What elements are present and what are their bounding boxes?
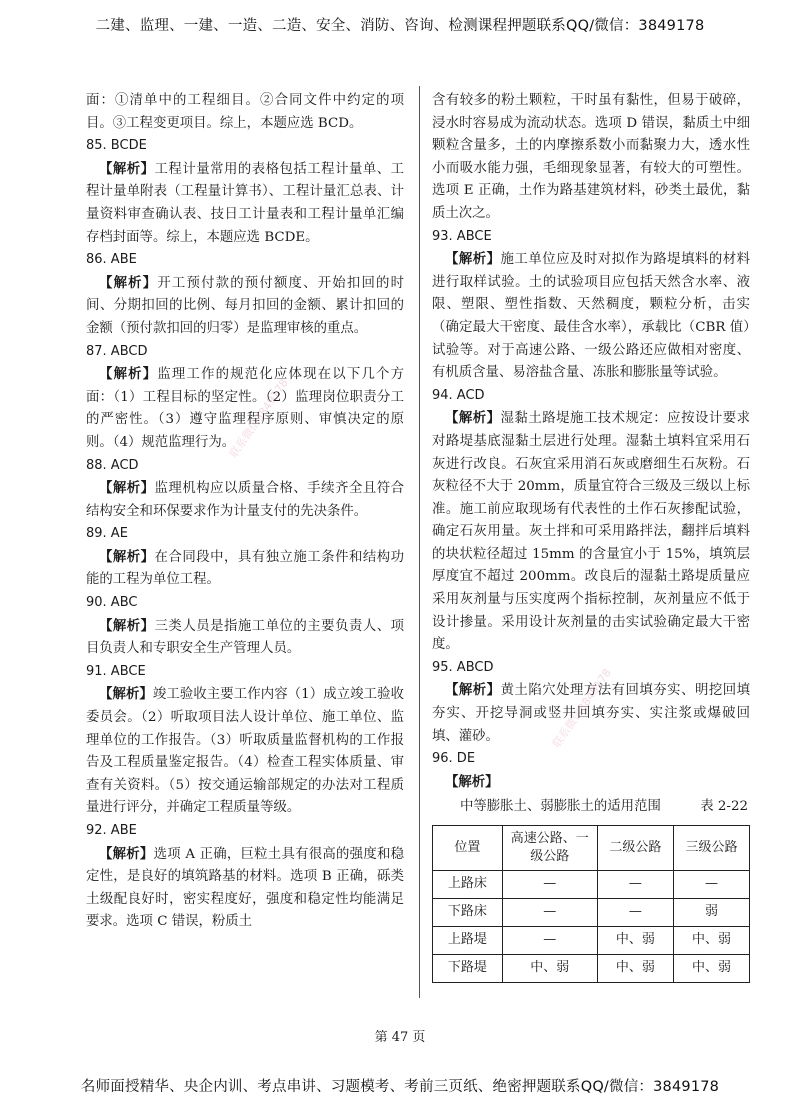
explanation-tag: 【解析】: [99, 480, 155, 497]
column-divider: [419, 86, 420, 998]
explanation-paragraph: [86, 683, 404, 820]
table-cell: 中、弱: [597, 955, 673, 983]
table-caption: [432, 796, 750, 819]
answer-key: 96. DE: [432, 751, 476, 767]
continuation-paragraph: 面：①清单中的工程细目。②合同文件中约定的项目。③工程变更项目。综上，本题应选 BCD。: [86, 93, 404, 131]
answer-key: 92. ABE: [86, 823, 137, 838]
table-header-row: [433, 826, 750, 871]
explanation-text: 选项 A 正确，巨粒土具有很高的强度和稳定性，是良好的填筑路基的材料。选项 B 正确，砾类土级配良好时，密实程度好，强度和稳定性均能满足要求。选项 C 错误，粉质土: [86, 846, 405, 930]
table-title: 中等膨胀土、弱膨胀土的适用范围: [460, 799, 661, 815]
explanation-tag: 【解析】: [99, 686, 153, 703]
bottom-banner: 名师面授精华、央企内训、考点串讲、习题模考、考前三页纸、绝密押题联系QQ/微信：3849178: [80, 1079, 720, 1095]
table-cell: 中、弱: [673, 955, 749, 983]
table-cell: —: [597, 899, 673, 927]
table-cell: 中、弱: [673, 927, 749, 955]
table-row: [433, 871, 750, 899]
answer-key: 88. ACD: [86, 457, 139, 473]
table-row: [433, 955, 750, 983]
explanation-paragraph: [86, 158, 404, 249]
answer-key: 95. ABCD: [432, 659, 494, 675]
table-header-cell: [502, 826, 597, 871]
table-cell: 弱: [673, 899, 749, 927]
watermark-stamp: 联系微信3849178: [549, 666, 614, 751]
explanation-text: 湿黏土路堤施工技术规定：应按设计要求对路堤基底湿黏土层进行处理。湿黏土填料宜采用石灰进行改良。石灰宜采用消石灰或磨细生石灰粉。石灰粒径不大于 20mm，质量宜符合三级及三级以上标准。施工前应取现场有代表性的土作石灰掺配试验，确定石灰用量。灰土拌和可采用路拌法，翻拌后填料的块状粒径超过 15mm 的含量宜小于 15%，填筑层厚度宜不超过 200mm。改良后的湿黏土路堤质量应采用灰剂量与压实度两个指标控制，灰剂量应不低于设计掺量。采用设计灰剂量的击实试验确定最大干密度。: [432, 411, 751, 653]
left-column: [86, 90, 404, 934]
explanation-text: 施工单位应及时对拟作为路堤填料的材料进行取样试验。土的试验项目应包括天然含水率、液限、塑限、塑性指数、天然稠度，颗粒分析，击实（确定最大干密度、最佳含水率），承载比（CBR 值）试验等。对于高速公路、一级公路还应做相对密度、有机质含量、易溶盐含量、冻胀和膨胀量等试验。: [432, 252, 751, 381]
table-cell: —: [673, 871, 749, 899]
table-cell: —: [502, 927, 597, 955]
explanation-paragraph: [432, 248, 750, 385]
explanation-tag: 【解析】: [445, 251, 501, 268]
table-cell: 中、弱: [597, 927, 673, 955]
explanation-tag: 【解析】: [99, 617, 155, 634]
table-row: [433, 927, 750, 955]
explanation-tag: 【解析】: [445, 682, 501, 699]
answer-key: 94. ACD: [432, 387, 485, 403]
table-cell: 中、弱: [502, 955, 597, 983]
explanation-text: 黄土陷穴处理方法有回填夯实、明挖回填夯实、开挖导洞或竖井回填夯实、实注浆或爆破回填、灌砂。: [432, 683, 751, 744]
answer-key: 87. ABCD: [86, 343, 148, 359]
answer-key: 91. ABCE: [86, 663, 146, 679]
table-cell: —: [597, 871, 673, 899]
table-row-label: 下路堤: [433, 955, 503, 983]
explanation-paragraph: [432, 407, 750, 657]
explanation-tag: 【解析】: [99, 548, 155, 565]
table-number: 表 2-22: [700, 799, 748, 815]
expansive-soil-table: [432, 825, 750, 983]
right-column: [432, 90, 750, 983]
answer-key: 93. ABCE: [432, 228, 492, 244]
table-header-cell: 位置: [433, 826, 503, 871]
table-header-text: 高速公路、一级公路: [510, 831, 589, 864]
explanation-text: 开工预付款的预付额度、开始扣回的时间、分期扣回的比例、每月扣回的金额、累计扣回的金额（预付款扣回的归零）是监理审核的重点。: [86, 275, 405, 336]
answer-key: 86. ABE: [86, 252, 137, 268]
explanation-text: 竣工验收主要工作内容（1）成立竣工验收委员会。（2）听取项目法人设计单位、施工单位、监理单位的工作报告。（3）听取质量监督机构的工作报告及工程质量鉴定报告。（4）检查工程实体质量、审查有关资料。（5）按交通运输部规定的办法对工程质量进行评分，并确定工程质量等级。: [86, 687, 404, 816]
table-cell: —: [502, 871, 597, 899]
explanation-tag: 【解析】: [99, 160, 155, 177]
watermark-stamp: 联系微信3849178: [226, 376, 291, 461]
explanation-text: 三类人员是指施工单位的主要负责人、项目负责人和专职安全生产管理人员。: [86, 618, 405, 657]
answer-key: 89. AE: [86, 526, 128, 542]
answer-key: 85. BCDE: [86, 138, 147, 154]
explanation-paragraph: [86, 546, 404, 592]
table-cell: —: [502, 899, 597, 927]
explanation-tag: 【解析】: [99, 366, 158, 383]
explanation-paragraph: [86, 477, 404, 523]
explanation-text: 监理工作的规范化应体现在以下几个方面：（1）工程目标的坚定性。（2）监理岗位职责分工的严密性。（3）遵守监理程序原则、审慎决定的原则。（4）规范监理行为。: [86, 367, 405, 450]
explanation-paragraph: [432, 771, 750, 795]
explanation-tag: 【解析】: [99, 274, 158, 291]
page-number: 第 47 页: [374, 1030, 426, 1045]
explanation-text: 监理机构应以质量合格、手续齐全且符合结构安全和环保要求作为计量支付的先决条件。: [86, 481, 405, 519]
table-row-label: 上路床: [433, 871, 503, 899]
explanation-tag: 【解析】: [445, 773, 499, 790]
top-banner: 二建、监理、一建、一造、二造、安全、消防、咨询、检测课程押题联系QQ/微信：3849178: [95, 18, 705, 34]
table-row: [433, 899, 750, 927]
explanation-tag: 【解析】: [445, 410, 501, 427]
table-header-cell: 二级公路: [597, 826, 673, 871]
continuation-paragraph: 含有较多的粉土颗粒，干时虽有黏性，但易于破碎，浸水时容易成为流动状态。选项 D 错误，黏质土中细颗粒含量多，土的内摩擦系数小而黏聚力大，透水性小而吸水能力强，毛细现象显著，有较大的可塑性。选项 E 正确，土作为路基建筑材料，砂类土最优，黏质土次之。: [432, 93, 750, 221]
table-row-label: 上路堤: [433, 927, 503, 955]
table-row-label: 下路床: [433, 899, 503, 927]
explanation-tag: 【解析】: [99, 845, 154, 862]
explanation-text: 在合同段中，具有独立施工条件和结构功能的工程为单位工程。: [86, 549, 405, 588]
explanation-paragraph: [86, 615, 404, 661]
explanation-paragraph: [86, 843, 404, 934]
explanation-text: 工程计量常用的表格包括工程计量单、工程计量单附表（工程量计算书）、工程计量汇总表、计量资料审查确认表、技日工计量表和工程计量单汇编存档封面等。综上，本题应选 BCDE。: [86, 161, 405, 245]
table-header-cell: 三级公路: [673, 826, 749, 871]
answer-key: 90. ABC: [86, 595, 138, 611]
explanation-paragraph: [86, 272, 404, 341]
